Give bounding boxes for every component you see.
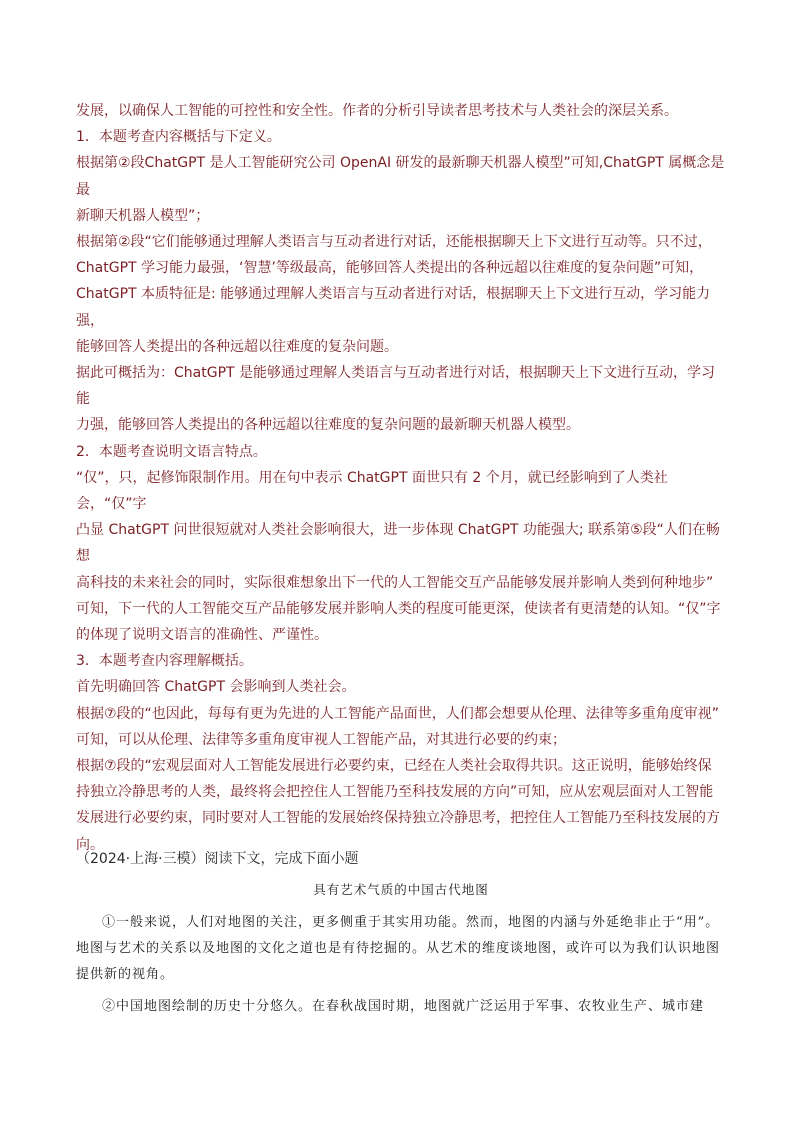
answer-line: 首先明确回答 ChatGPT 会影响到人类社会。	[76, 679, 356, 696]
article-title: 具有艺术气质的中国古代地图	[313, 882, 489, 897]
article-paragraph: ①一般来说，人们对地图的关注，更多侧重于其实用功能。然而，地图的内涵与外延绝非止于“用”。地图与艺术的关系以及地图的文化之道也是有待挖掘的。从艺术的维度谈地图，或许可以为我们认识地图提供新的视角。	[76, 915, 721, 982]
answer-line: 的体现了说明文语言的准确性、严谨性。	[76, 627, 328, 644]
answer-line: 力强，能够回答人类提出的各种远超以往难度的复杂问题的最新聊天机器人模型。	[76, 417, 580, 434]
answer-line: 可知，下一代的人工智能交互产品能够发展并影响人类的程度可能更深，使读者有更清楚的认知。“仅”字	[76, 600, 721, 617]
answer-line: 根据第②段ChatGPT 是人工智能研究公司 OpenAI 研发的最新聊天机器人模型”可知,ChatGPT 属概念是最	[76, 155, 725, 198]
answer-line: ChatGPT 学习能力最强，‘智慧’等级最高，能够回答人类提出的各种远超以往难度的复杂问题”可知，	[76, 260, 704, 277]
answer-line: 根据⑦段的“宏观层面对人工智能发展进行必要约束，已经在人类社会取得共识。这正说明，能够始终保	[76, 758, 712, 775]
answer-line: 新聊天机器人模型”；	[76, 207, 210, 224]
answer-line: 2．本题考查说明文语言特点。	[76, 443, 267, 460]
answer-line: “仅”，只，起修饰限制作用。用在句中表示 ChatGPT 面世只有 2 个月，就已经影响到了人类社会，“仅”字	[76, 469, 668, 513]
answer-line: 能够回答人类提出的各种远超以往难度的复杂问题。	[76, 338, 398, 355]
answer-line: 发展，以确保人工智能的可控性和安全性。作者的分析引导读者思考技术与人类社会的深层关系。	[76, 103, 678, 119]
reading-article	[76, 880, 726, 1026]
answer-line: 发展进行必要约束，同时要对人工智能的发展始终保持独立冷静思考，把控住人工智能乃至科技发展的方	[76, 810, 720, 827]
article-paragraph: ②中国地图绘制的历史十分悠久。在春秋战国时期，地图就广泛运用于军事、农牧业生产、城市建	[102, 999, 705, 1014]
answer-line: 凸显 ChatGPT 问世很短就对人类社会影响很大，进一步体现 ChatGPT 功能强大; 联系第⑤段“人们在畅想	[76, 522, 720, 565]
answer-line: 可知，可以从伦理、法律等多重角度审视人工智能产品，对其进行必要的约束；	[76, 731, 566, 748]
answer-line: 高科技的未来社会的同时，实际很难想象出下一代的人工智能交互产品能够发展并影响人类到何种地步”	[76, 574, 714, 591]
answer-line: 据此可概括为：ChatGPT 是能够通过理解人类语言与互动者进行对话，根据聊天上下文进行互动，学习能	[76, 365, 716, 408]
answer-line: 向。	[76, 836, 104, 853]
answer-line: 根据第②段“它们能够通过理解人类语言与互动者进行对话，还能根据聊天上下文进行互动等。只不过，	[76, 234, 712, 251]
question-caption: （2024·上海·三模）阅读下文，完成下面小题	[76, 851, 359, 867]
answer-explanation	[76, 98, 726, 858]
answer-line: 持独立冷静思考的人类，最终将会把控住人工智能乃至科技发展的方向”可知，应从宏观层面对人工智能	[76, 784, 714, 801]
answer-line: ChatGPT 本质特征是: 能够通过理解人类语言与互动者进行对话，根据聊天上下文进行互动，学习能力强，	[76, 286, 711, 329]
answer-line: 3．本题考查内容理解概括。	[76, 653, 253, 670]
answer-line: 根据⑦段的“也因此，每每有更为先进的人工智能产品面世，人们都会想要从伦理、法律等多重角度审视”	[76, 705, 720, 722]
answer-line: 1．本题考查内容概括与下定义。	[76, 129, 281, 146]
